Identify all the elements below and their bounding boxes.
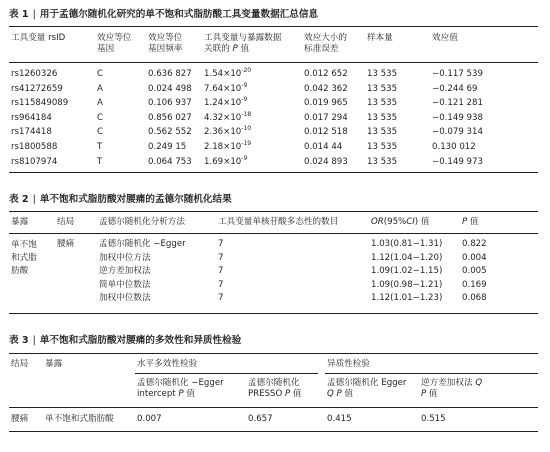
t1-cell-p: $2.18\times 10^{-19}$ xyxy=(204,140,252,152)
t1-cell-p: $7.64\times 10^{-9}$ xyxy=(204,81,248,94)
t3-pleio-subrule xyxy=(135,373,318,374)
t3-header-ivw-q: 逆方差加权法 Q P 值 xyxy=(421,378,483,399)
t3-group-pleiotropy: 水平多效性检验 xyxy=(137,359,198,369)
t3-presso-p: 0.657 xyxy=(248,414,273,424)
t1-cell-freq: 0.856 027 xyxy=(148,112,192,123)
t3-header-egger: 孟德尔随机化 −Egger intercept P 值 xyxy=(137,378,224,399)
t1-cell-n: 13 535 xyxy=(367,83,398,94)
t2-cell-nsnp: 7 xyxy=(218,293,224,304)
t2-cell-nsnp: 7 xyxy=(218,239,224,249)
t2-cell-or: 1.09(1.02−1.15) xyxy=(371,266,443,277)
t2-cell-or: 1.09(0.98−1.21) xyxy=(371,279,443,290)
t1-cell-allele: T xyxy=(97,142,103,152)
t1-cell-allele: T xyxy=(97,156,103,167)
t1-cell-beta: −0.244 69 xyxy=(432,83,478,94)
t1-cell-n: 13 535 xyxy=(367,127,398,138)
t2-outcome: 腰痛 xyxy=(57,239,75,249)
t2-cell-p: 0.005 xyxy=(462,266,487,277)
t1-cell-snp: rs115849089 xyxy=(11,98,69,109)
t2-cell-method: 孟德尔随机化 −Egger xyxy=(99,239,186,249)
t1-cell-se: 0.024 893 xyxy=(304,156,348,167)
t2-cell-nsnp: 7 xyxy=(218,266,224,277)
t1-cell-beta: −0.079 314 xyxy=(432,127,483,138)
t1-header-snp: 工具变量 rsID xyxy=(11,33,66,43)
table3-top-rule xyxy=(9,353,538,354)
t1-header-se: 效应大小的 标准误差 xyxy=(304,33,347,54)
t1-cell-freq: 0.064 753 xyxy=(148,156,192,167)
t3-group-heterogeneity: 异质性检验 xyxy=(327,359,370,369)
t3-outcome: 腰痛 xyxy=(11,414,29,424)
t2-cell-method: 逆方差加权法 xyxy=(99,266,151,277)
table2-bottom-rule xyxy=(9,313,538,314)
t3-header-exposure: 暴露 xyxy=(45,359,63,369)
table1-bottom-rule xyxy=(9,172,538,173)
t1-cell-p: $2.36\times 10^{-10}$ xyxy=(204,125,252,138)
table2-top-rule xyxy=(9,211,538,212)
t1-header-p: 工具变量与暴露数据 关联的 P 值 xyxy=(204,33,282,54)
t1-cell-p: $1.69\times 10^{-9}$ xyxy=(204,154,248,167)
t1-cell-allele: A xyxy=(97,98,103,109)
t3-header-presso: 孟德尔随机化 PRESSO P 值 xyxy=(248,378,302,399)
t1-cell-freq: 0.249 15 xyxy=(148,142,187,152)
t1-cell-snp: rs964184 xyxy=(11,112,52,123)
t1-cell-snp: rs41272659 xyxy=(11,83,63,94)
table1-caption: 表 1 | 用于孟德尔随机化研究的单不饱和式脂肪酸工具变量数据汇总信息 xyxy=(9,9,319,20)
t1-cell-n: 13 535 xyxy=(367,98,398,109)
t1-cell-se: 0.042 362 xyxy=(304,83,348,94)
table1-top-rule xyxy=(9,26,538,27)
t1-cell-p: $4.32\times 10^{-18}$ xyxy=(204,110,252,123)
t2-cell-or: 1.03(0.81−1.31) xyxy=(371,239,443,249)
table2-caption: 表 2 | 单不饱和式脂肪酸对腰痛的孟德尔随机化结果 xyxy=(9,194,232,205)
t1-cell-n: 13 535 xyxy=(367,142,398,152)
t1-cell-allele: A xyxy=(97,83,103,94)
t1-cell-se: 0.012 518 xyxy=(304,127,348,138)
t3-header-outcome: 结局 xyxy=(11,359,29,369)
t1-cell-freq: 0.562 552 xyxy=(148,127,192,138)
t2-header-p: P 值 xyxy=(462,217,479,227)
t1-cell-se: 0.017 294 xyxy=(304,112,348,123)
t3-header-egger-q: 孟德尔随机化 Egger Q P 值 xyxy=(327,378,407,399)
t2-cell-p: 0.169 xyxy=(462,279,487,290)
t1-header-beta: 效应值 xyxy=(432,33,458,43)
t2-cell-method: 加权中位数法 xyxy=(99,293,151,304)
t1-cell-snp: rs174418 xyxy=(11,127,52,138)
t1-cell-freq: 0.024 498 xyxy=(148,83,192,94)
t3-ivw-q-p: 0.515 xyxy=(421,414,446,424)
table3-caption: 表 3 | 单不饱和式脂肪酸对腰痛的多效性和异质性检验 xyxy=(9,335,242,346)
t1-cell-freq: 0.106 937 xyxy=(148,98,192,109)
t2-cell-method: 简单中位数法 xyxy=(99,279,151,290)
t1-cell-snp: rs8107974 xyxy=(11,156,58,167)
t1-cell-se: 0.014 44 xyxy=(304,142,343,152)
table1-header-rule xyxy=(9,62,538,63)
t1-cell-allele: C xyxy=(97,112,104,123)
t2-exposure: 单不饱 和式脂 肪酸 xyxy=(11,240,37,276)
t1-cell-beta: −0.149 938 xyxy=(432,112,483,123)
t1-cell-n: 13 535 xyxy=(367,112,398,123)
t2-header-or: OR(95%CI) 值 xyxy=(371,217,430,227)
t1-cell-beta: 0.130 012 xyxy=(432,142,476,152)
t1-cell-snp: rs1260326 xyxy=(11,69,58,79)
t1-cell-freq: 0.636 827 xyxy=(148,69,192,79)
table3-header-rule xyxy=(9,407,538,408)
t2-cell-p: 0.004 xyxy=(462,252,487,263)
t1-cell-se: 0.019 965 xyxy=(304,98,348,109)
t1-cell-allele: C xyxy=(97,69,104,79)
t1-cell-beta: −0.149 973 xyxy=(432,156,483,167)
t3-hetero-subrule xyxy=(325,373,538,374)
t2-cell-nsnp: 7 xyxy=(218,279,224,290)
t2-cell-or: 1.12(1.01−1.23) xyxy=(371,293,443,304)
t3-egger-q-p: 0.415 xyxy=(327,414,352,424)
t1-cell-n: 13 535 xyxy=(367,69,398,79)
t1-cell-p: $1.54\times 10^{-20}$ xyxy=(204,67,252,79)
t2-cell-p: 0.822 xyxy=(462,239,487,249)
t2-header-method: 孟德尔随机化分析方法 xyxy=(99,217,185,227)
t2-cell-p: 0.068 xyxy=(462,293,487,304)
t2-header-outcome: 结局 xyxy=(57,217,75,227)
t2-header-exposure: 暴露 xyxy=(11,217,29,227)
table2-header-rule xyxy=(9,233,538,234)
t2-cell-nsnp: 7 xyxy=(218,252,224,263)
t2-cell-method: 加权中位方法 xyxy=(99,252,151,263)
t1-cell-se: 0.012 652 xyxy=(304,69,348,79)
table3-bottom-rule xyxy=(9,431,538,432)
t1-cell-beta: −0.121 281 xyxy=(432,98,483,109)
t1-header-freq: 效应等位 基因频率 xyxy=(148,33,183,54)
t1-cell-beta: −0.117 539 xyxy=(432,69,483,79)
t1-header-allele: 效应等位 基因 xyxy=(97,33,132,54)
t3-exposure: 单不饱和式脂肪酸 xyxy=(45,414,114,424)
t1-cell-snp: rs1800588 xyxy=(11,142,58,152)
t1-cell-n: 13 535 xyxy=(367,156,398,167)
t3-egger-p: 0.007 xyxy=(137,414,162,424)
t2-header-nsnp: 工具变量单核苷酸多态性的数目 xyxy=(218,217,339,227)
t1-cell-p: $1.24\times 10^{-9}$ xyxy=(204,96,248,109)
t1-cell-allele: C xyxy=(97,127,104,138)
t1-header-n: 样本量 xyxy=(367,33,393,43)
t2-cell-or: 1.12(1.04−1.20) xyxy=(371,252,443,263)
